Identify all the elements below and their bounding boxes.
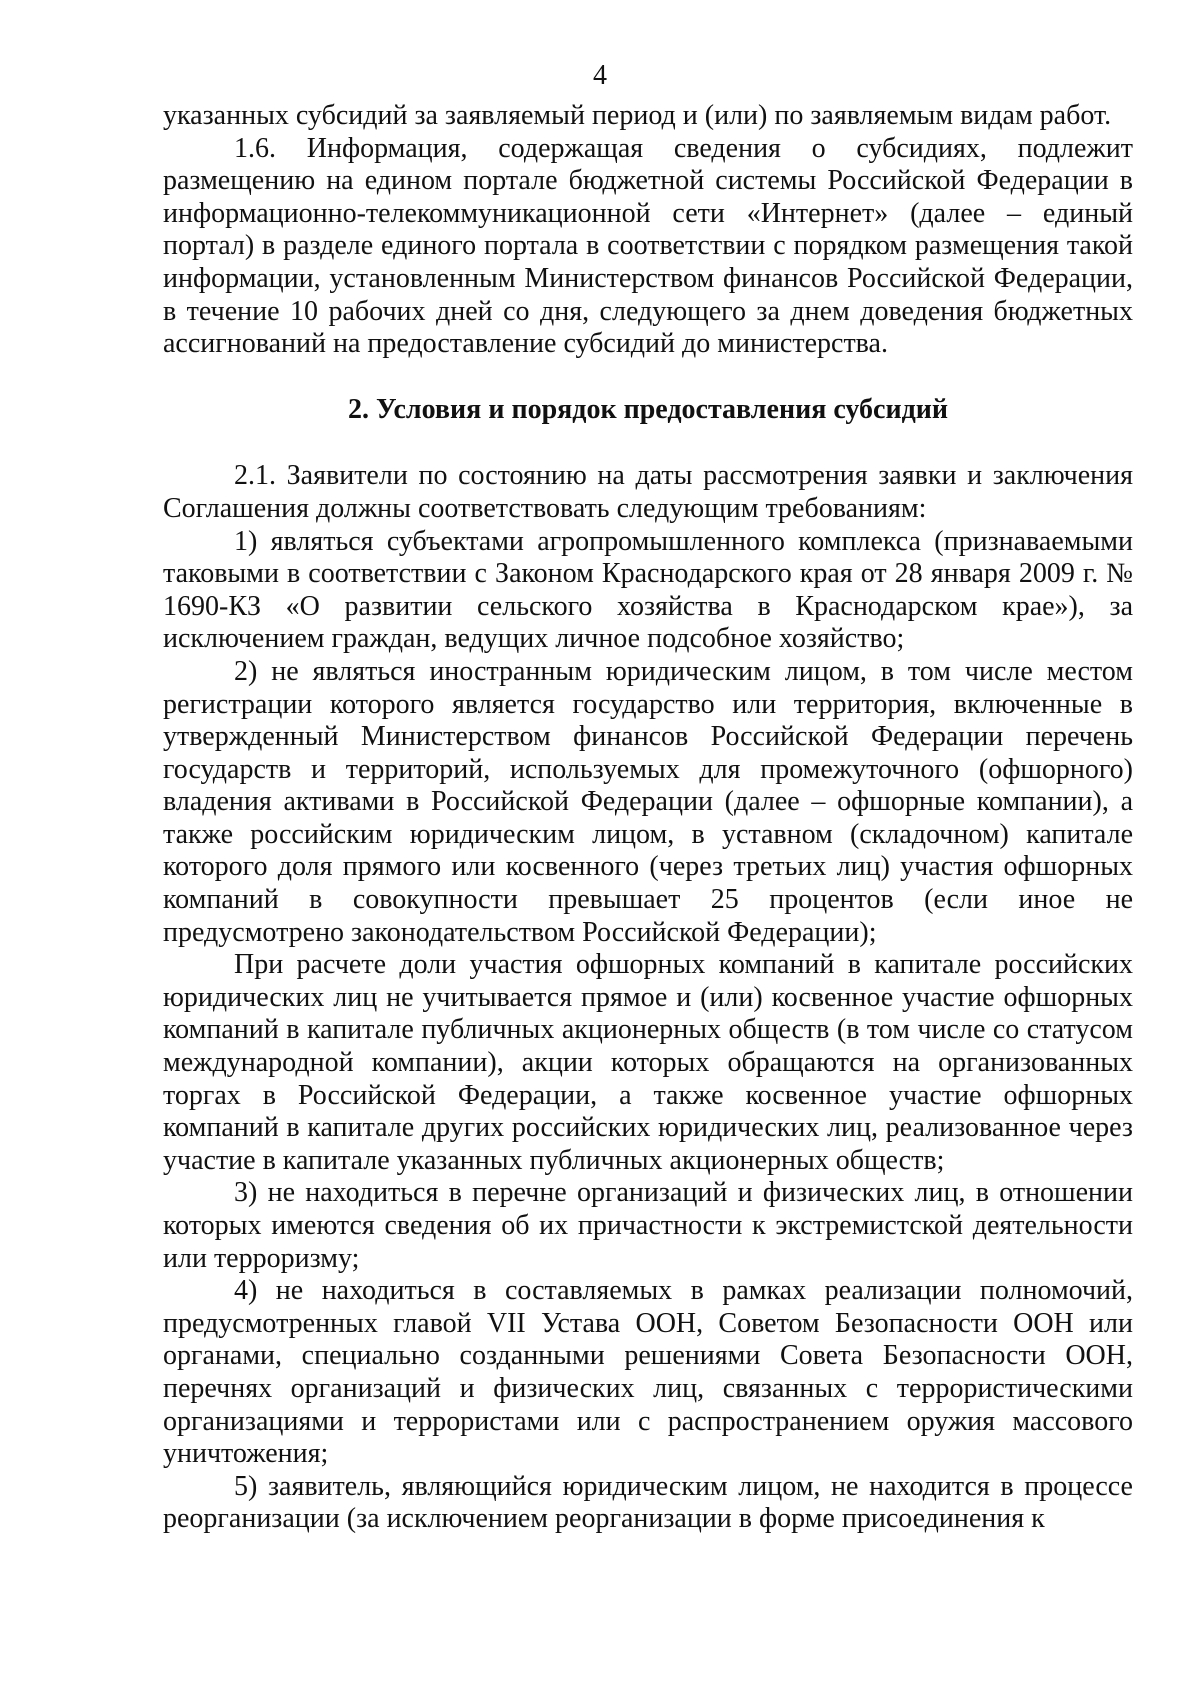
paragraph-continuation: указанных субсидий за заявляемый период и (или) по заявляемым видам работ. <box>163 100 1112 131</box>
section-heading: 2. Условия и порядок предоставления субсидий <box>347 393 949 425</box>
list-item-2: 2) не являться иностранным юридическим лицом, в том числе местом регистрации которого является государство или территория, включенные в утвержденный Министерством финансов Российской Федерации перечень государств и территорий, используемых для промежуточного (офшорного) владения активами в Российской Федерации (далее – офшорные компании), а также российским юридическим лицом, в уставном (складочном) капитале которого доля прямого или косвенного (через третьих лиц) участия офшорных компаний в совокупности превышает 25 процентов (если иное не предусмотрено законодательством Российской Федерации); <box>163 655 1133 948</box>
spacer <box>163 361 1133 394</box>
paragraph-2-1: 2.1. Заявители по состоянию на даты рассмотрения заявки и заключения Соглашения должны соответствовать следующим требованиям: <box>163 460 1133 524</box>
list-item-3: 3) не находиться в перечне организаций и физических лиц, в отношении которых имеются сведения об их причастности к экстремистской деятельности или терроризму; <box>163 1177 1133 1274</box>
page-number: 4 <box>593 60 607 91</box>
list-item-5: 5) заявитель, являющийся юридическим лицом, не находится в процессе реорганизации (за исключением реорганизации в форме присоединения к <box>163 1470 1133 1535</box>
list-item-1: 1) являться субъектами агропромышленного комплекса (признаваемыми таковыми в соответствии с Законом Краснодарского края от 28 января 2009 г. № 1690-КЗ «О развитии сельского хозяйства в Краснодарском крае»), за исключением граждан, ведущих личное подсобное хозяйство; <box>163 525 1133 655</box>
spacer <box>163 426 1133 460</box>
document-body <box>163 100 1133 1536</box>
paragraph-1-6: 1.6. Информация, содержащая сведения о субсидиях, подлежит размещению на едином портале бюджетной системы Российской Федерации в информационно-телекоммуникационной сети «Интернет» (далее – единый портал) в разделе единого портала в соответствии с порядком размещения такой информации, установленным Министерством финансов Российской Федерации, в течение 10 рабочих дней со дня, следующего за днем доведения бюджетных ассигнований на предоставление субсидий до министерства. <box>163 132 1133 360</box>
list-item-4: 4) не находиться в составляемых в рамках реализации полномочий, предусмотренных главой VII Устава ООН, Советом Безопасности ООН или органами, специально созданными решениями Совета Безопасности ООН, перечнях организаций и физических лиц, связанных с террористическими организациями и террористами или с распространением оружия массового уничтожения; <box>163 1275 1133 1470</box>
paragraph-offshore-note: При расчете доли участия офшорных компаний в капитале российских юридических лиц не учитывается прямое и (или) косвенное участие офшорных компаний в капитале публичных акционерных обществ (в том числе со статусом международной компании), акции которых обращаются на организованных торгах в Российской Федерации, а также косвенное участие офшорных компаний в капитале других российских юридических лиц, реализованное через участие в капитале указанных публичных акционерных обществ; <box>163 949 1133 1176</box>
